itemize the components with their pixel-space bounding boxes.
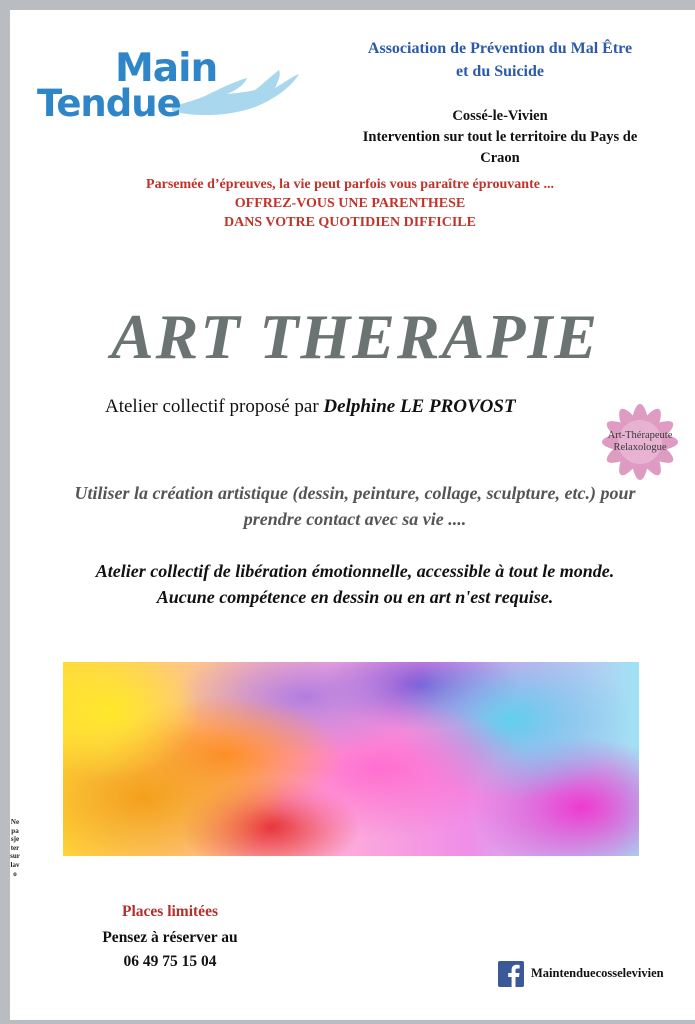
tagline — [90, 175, 610, 232]
vertical-side-note: Nepasjetersurlavo — [10, 818, 20, 878]
therapist-badge — [599, 430, 681, 454]
territory-line-2: Craon — [480, 150, 520, 166]
logo-text-tendue: Tendue — [37, 82, 181, 125]
phone-number[interactable]: 06 49 75 15 04 — [123, 953, 217, 970]
description-creation-line-1: Utiliser la création artistique (dessin, peinture, collage, sculpture, etc.) pour — [74, 483, 636, 503]
description-atelier-line-1: Atelier collectif de libération émotionnelle, accessible à tout le monde. — [95, 561, 615, 581]
town-name: Cossé-le-Vivien — [452, 108, 548, 124]
tagline-line-2: OFFREZ-VOUS UNE PARENTHESE — [234, 196, 466, 211]
abstract-painting-image — [63, 662, 639, 856]
therapist-name: Delphine LE PROVOST — [323, 396, 516, 417]
association-line-2: et du Suicide — [455, 63, 544, 80]
association-name — [330, 37, 670, 83]
description-creation — [30, 480, 680, 532]
logo-text-main: Main — [115, 46, 218, 91]
badge-line-1: Art-Thérapeute — [607, 430, 673, 441]
description-atelier — [30, 558, 680, 610]
territory-line-1: Intervention sur tout le territoire du Pays de — [362, 129, 638, 145]
flyer-page — [10, 10, 695, 1020]
description-atelier-line-2: Aucune compétence en dessin ou en art n'est requise. — [156, 587, 554, 607]
tagline-line-3: DANS VOTRE QUOTIDIEN DIFFICILE — [224, 215, 476, 230]
facebook-handle[interactable]: Maintenduecosselevivien — [531, 966, 664, 980]
reservation-block — [80, 926, 260, 974]
places-limitees: Places limitées — [122, 903, 218, 920]
association-line-1: Association de Prévention du Mal Être — [367, 40, 633, 57]
badge-line-2: Relaxologue — [613, 442, 667, 453]
reserve-text: Pensez à réserver au — [102, 929, 238, 946]
main-tendue-logo — [37, 36, 302, 131]
atelier-line — [105, 396, 516, 418]
description-creation-line-2: prendre contact avec sa vie .... — [243, 509, 467, 529]
facebook-icon[interactable] — [498, 961, 524, 987]
tagline-line-1: Parsemée d’épreuves, la vie peut parfois vous paraître éprouvante ... — [146, 177, 554, 192]
page-title: ART THERAPIE — [110, 301, 600, 372]
location-block — [340, 106, 660, 169]
atelier-intro: Atelier collectif proposé par — [105, 396, 324, 417]
